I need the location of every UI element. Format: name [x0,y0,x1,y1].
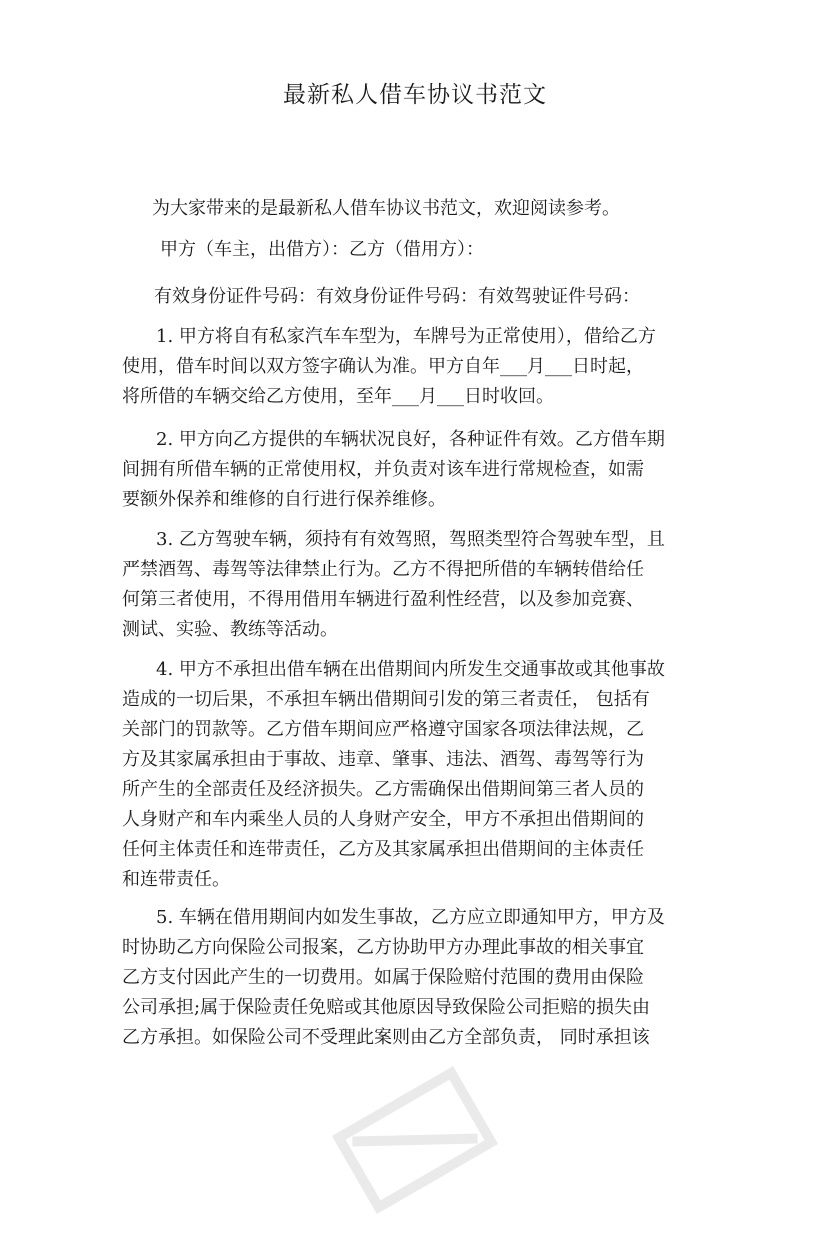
clause-5-line-2: 时协助乙方向保险公司报案，乙方协助甲方办理此事故的相关事宜 [122,937,644,958]
clause-5-line-3: 乙方支付因此产生的一切费用。如属于保险赔付范围的费用由保险 [122,967,644,988]
clause-5-line-1: 5. 车辆在借用期间内如发生事故，乙方应立即通知甲方，甲方及 [156,907,665,928]
clause-1-line-2: 使用，借车时间以双方签字确认为准。甲方自年___月___日时起， [122,356,644,377]
clause-1-line-1: 1. 甲方将自有私家汽车车型为，车牌号为正常使用），借给乙方 [156,326,656,347]
id-numbers-line: 有效身份证件号码：有效身份证件号码：有效驾驶证件号码： [154,286,640,307]
parties-line: 甲方（车主，出借方）：乙方（借用方）： [160,239,484,260]
page-title: 最新私人借车协议书范文 [283,82,547,108]
clause-3 [122,525,702,645]
clause-3-line-1: 3. 乙方驾驶车辆，须持有有效驾照，驾照类型符合驾驶车型，且 [156,529,665,550]
clause-2-line-2: 间拥有所借车辆的正常使用权，并负责对该车进行常规检查，如需 [122,459,644,480]
clause-4-line-6: 人身财产和车内乘坐人员的人身财产安全，甲方不承担出借期间的 [122,809,644,830]
intro-paragraph: 为大家带来的是最新私人借车协议书范文，欢迎阅读参考。 [152,198,620,219]
clause-4 [122,655,702,895]
clause-4-line-7: 任何主体责任和连带责任，乙方及其家属承担出借期间的主体责任 [122,839,644,860]
clause-4-line-3: 关部门的罚款等。乙方借车期间应严格遵守国家各项法律法规，乙 [122,719,644,740]
clause-4-line-4: 方及其家属承担由于事故、违章、肇事、违法、酒驾、毒驾等行为 [122,749,644,770]
watermark-logo [311,1046,518,1234]
clause-5-line-5: 乙方承担。如保险公司不受理此案则由乙方全部负责， 同时承担该 [122,1027,650,1048]
clause-4-line-5: 所产生的全部责任及经济损失。乙方需确保出借期间第三者人员的 [122,779,644,800]
clause-1 [122,322,702,412]
clause-2-line-1: 2. 甲方向乙方提供的车辆状况良好，各种证件有效。乙方借车期 [156,429,665,450]
clause-2-line-3: 要额外保养和维修的自行进行保养维修。 [122,489,446,510]
clause-2 [122,425,702,515]
clause-4-line-2: 造成的一切后果，不承担车辆出借期间引发的第三者责任， 包括有 [122,689,650,710]
clause-4-line-8: 和连带责任。 [122,869,230,890]
clause-3-line-2: 严禁酒驾、毒驾等法律禁止行为。乙方不得把所借的车辆转借给任 [122,559,644,580]
clause-1-line-3: 将所借的车辆交给乙方使用，至年___月___日时收回。 [122,386,554,407]
clause-5-line-4: 公司承担;属于保险责任免赔或其他原因导致保险公司拒赔的损失由 [122,997,651,1018]
clause-3-line-3: 何第三者使用，不得用借用车辆进行盈利性经营，以及参加竞赛、 [122,589,644,610]
clause-3-line-4: 测试、实验、教练等活动。 [122,619,338,640]
clause-4-line-1: 4. 甲方不承担出借车辆在出借期间内所发生交通事故或其他事故 [156,659,665,680]
clause-5 [122,903,702,1053]
